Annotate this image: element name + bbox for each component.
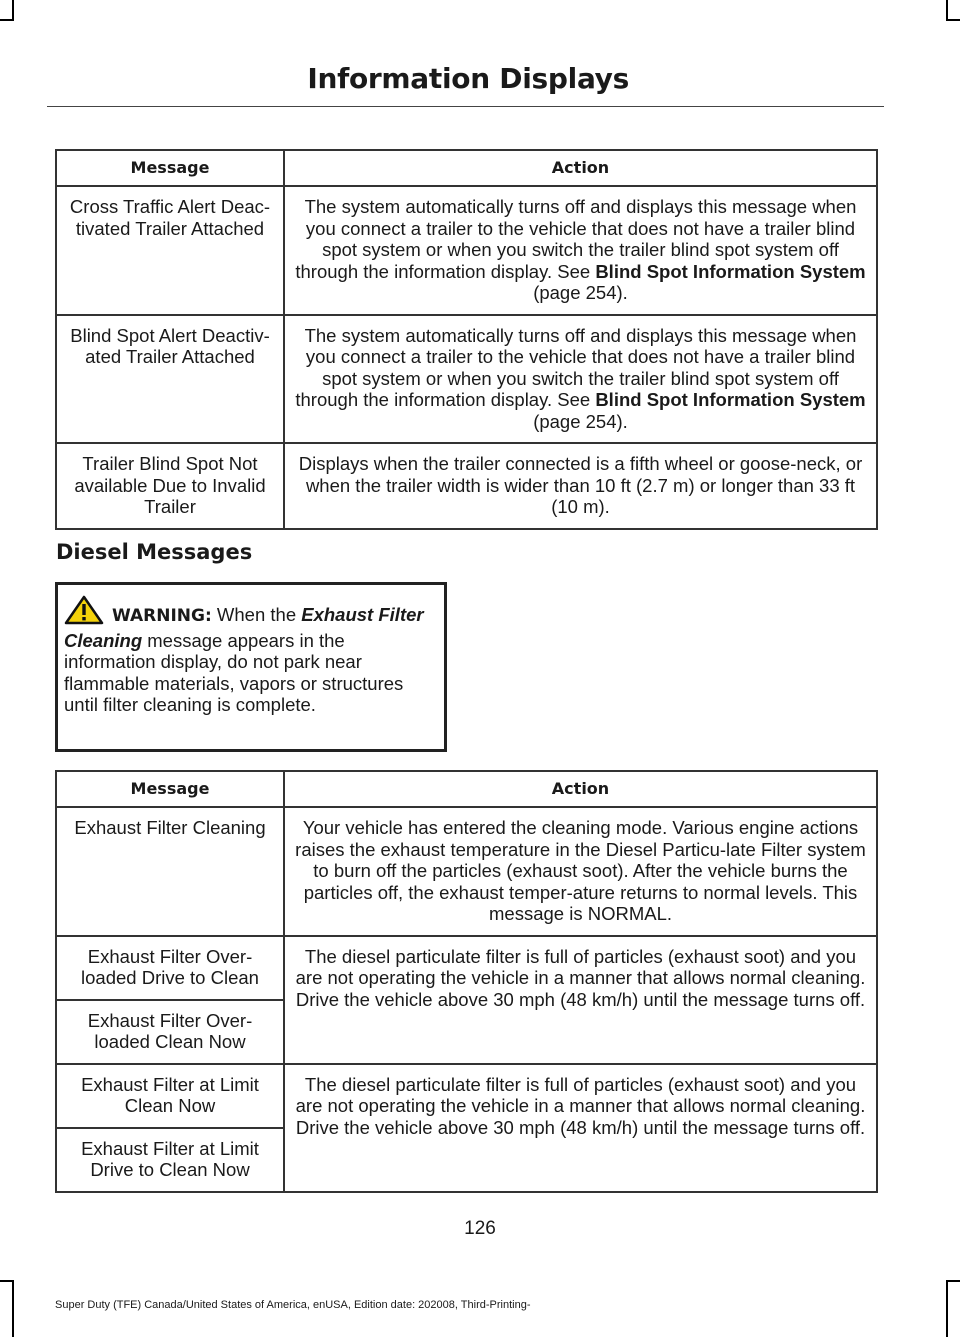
page-reference: (page 254).: [533, 282, 628, 303]
message-cell: Blind Spot Alert Deactiv-ated Trailer Attached: [56, 315, 284, 444]
header-divider: [47, 106, 884, 107]
action-cell: [284, 186, 877, 315]
column-header-action: Action: [284, 150, 877, 186]
warning-text: When the: [211, 604, 302, 625]
column-header-message: Message: [56, 150, 284, 186]
message-cell: Exhaust Filter at Limit Drive to Clean Now: [56, 1128, 284, 1192]
message-cell: Trailer Blind Spot Not available Due to Invalid Trailer: [56, 443, 284, 529]
crop-mark: [0, 19, 14, 21]
warning-text: message appears in the information display, do not park near flammable materials, vapors or structures until filter cleaning is complete.: [64, 629, 404, 715]
table-row: [56, 315, 877, 444]
table-row: [56, 807, 877, 936]
crop-mark: [946, 1280, 960, 1282]
action-cell: Displays when the trailer connected is a fifth wheel or goose-neck, or when the trailer width is wider than 10 ft (2.7 m) or longer than 33 ft (10 m).: [284, 443, 877, 529]
message-cell: Exhaust Filter at Limit Clean Now: [56, 1064, 284, 1128]
table-row: [56, 443, 877, 529]
trailer-messages-table: [55, 149, 878, 530]
page-number: 126: [464, 1218, 496, 1239]
action-cell: [284, 315, 877, 444]
warning-label: WARNING:: [112, 606, 212, 626]
message-cell: Exhaust Filter Over-loaded Clean Now: [56, 1000, 284, 1064]
column-header-message: Message: [56, 771, 284, 807]
crop-mark: [12, 1280, 14, 1337]
table-row: [56, 186, 877, 315]
page-title: Information Displays: [307, 62, 629, 95]
table-row: [56, 936, 877, 1000]
diesel-messages-table: [55, 770, 878, 1193]
action-cell: The diesel particulate filter is full of particles (exhaust soot) and you are not operating the vehicle in a manner that allows normal cleaning. Drive the vehicle above 30 mph (48 km/h) until the message turns off.: [284, 936, 877, 1064]
column-header-action: Action: [284, 771, 877, 807]
cross-reference-link[interactable]: Blind Spot Information System: [595, 260, 866, 282]
table-row: [56, 1064, 877, 1128]
message-cell: Exhaust Filter Over-loaded Drive to Clean: [56, 936, 284, 1000]
crop-mark: [946, 19, 960, 21]
action-text: The system automatically turns off and displays this message when you connect a trailer to the vehicle that does not have a trailer blind spot system or when you switch the trailer blind spot system off through the information display. See: [295, 324, 857, 410]
section-heading: Diesel Messages: [56, 540, 253, 564]
cross-reference-link[interactable]: Blind Spot Information System: [595, 389, 866, 410]
action-text: The system automatically turns off and displays this message when you connect a trailer to the vehicle that does not have a trailer blind spot system or when you switch the trailer blind spot system off through the information display. See: [295, 196, 857, 282]
warning-triangle-icon: [64, 595, 104, 630]
action-cell: Your vehicle has entered the cleaning mode. Various engine actions raises the exhaust temperature in the Diesel Particu-late Filter system to burn off the particles (exhaust soot). After the vehicle burns the particles off, the exhaust temper-ature returns to normal levels. This message is NORMAL.: [284, 807, 877, 936]
warning-emphasis: Exhaust Filter Cleaning: [64, 604, 424, 651]
warning-box: [55, 582, 447, 752]
crop-mark: [0, 1280, 14, 1282]
crop-mark: [946, 1280, 948, 1337]
footer-edition-info: Super Duty (TFE) Canada/United States of America, enUSA, Edition date: 202008, Third-Printing-: [55, 1299, 531, 1311]
message-cell: Exhaust Filter Cleaning: [56, 807, 284, 936]
table-header-row: [56, 150, 877, 186]
page-reference: (page 254).: [533, 410, 628, 432]
table-header-row: [56, 771, 877, 807]
crop-mark: [946, 0, 948, 20]
crop-mark: [12, 0, 14, 20]
message-cell: Cross Traffic Alert Deac-tivated Trailer Attached: [56, 186, 284, 315]
action-cell: The diesel particulate filter is full of particles (exhaust soot) and you are not operating the vehicle in a manner that allows normal cleaning. Drive the vehicle above 30 mph (48 km/h) until the message turns off.: [284, 1064, 877, 1192]
